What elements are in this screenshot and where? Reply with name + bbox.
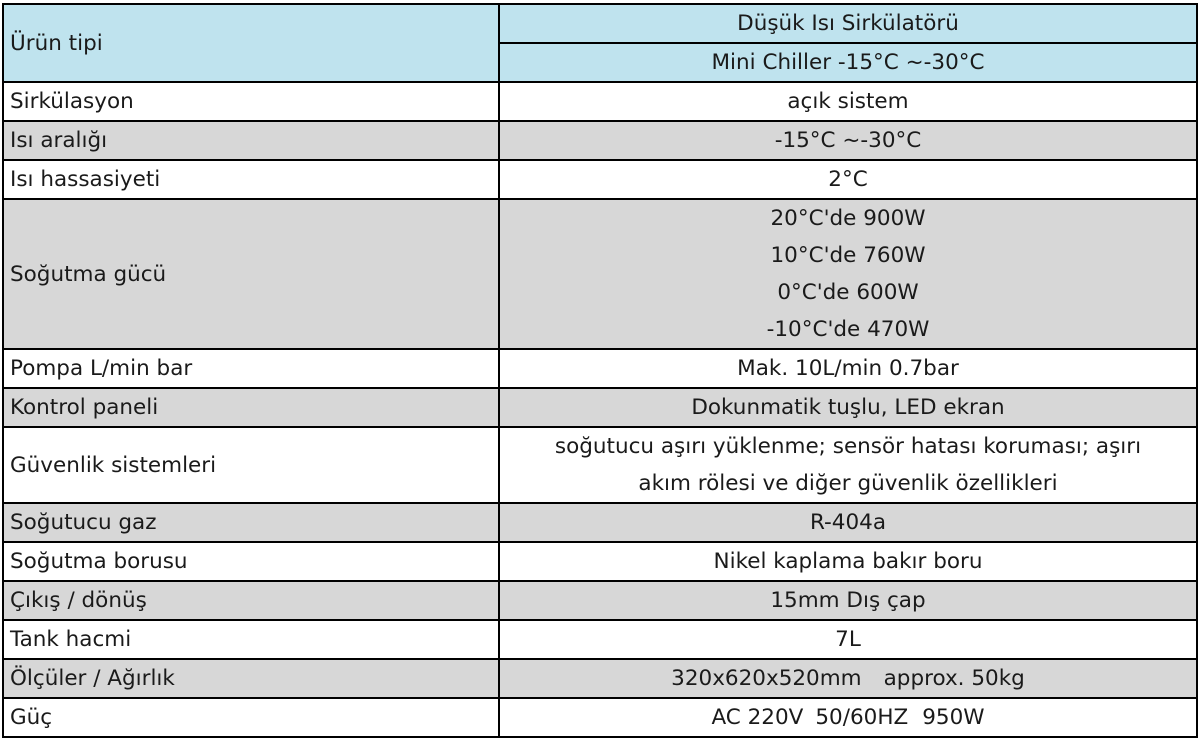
- value-part: 320x620x520mm: [671, 666, 862, 691]
- row-value: [499, 698, 1197, 737]
- row-value: Nikel kaplama bakır boru: [499, 542, 1197, 581]
- row-label: Isı aralığı: [3, 121, 499, 160]
- row-value: Dokunmatik tuşlu, LED ekran: [499, 388, 1197, 427]
- table-row: [3, 349, 1197, 388]
- value-line: -10°C'de 470W: [766, 317, 930, 342]
- value-part: 50/60HZ: [815, 705, 909, 730]
- table-row: [3, 82, 1197, 121]
- table-row: [3, 542, 1197, 581]
- value-line: soğutucu aşırı yüklenme; sensör hatası koruması; aşırı: [554, 434, 1142, 459]
- product-subtitle: Mini Chiller -15°C ~-30°C: [499, 43, 1197, 82]
- row-label: Soğutucu gaz: [3, 503, 499, 542]
- row-label: Isı hassasiyeti: [3, 160, 499, 199]
- row-value: -15°C ~-30°C: [499, 121, 1197, 160]
- row-value: 15mm Dış çap: [499, 581, 1197, 620]
- table-row: [3, 581, 1197, 620]
- value-line: akım rölesi ve diğer güvenlik özellikleri: [638, 471, 1058, 496]
- row-value: [499, 659, 1197, 698]
- row-value: [499, 199, 1197, 349]
- table-row: [3, 121, 1197, 160]
- row-label: Soğutma borusu: [3, 542, 499, 581]
- table-row: [3, 659, 1197, 698]
- row-label: Ölçüler / Ağırlık: [3, 659, 499, 698]
- table-row: [3, 427, 1197, 503]
- value-part: 950W: [922, 705, 985, 730]
- value-line: 10°C'de 760W: [770, 243, 926, 268]
- value-line: 0°C'de 600W: [777, 280, 919, 305]
- spec-table: [2, 3, 1198, 738]
- row-label: Kontrol paneli: [3, 388, 499, 427]
- table-row: [3, 620, 1197, 659]
- row-label: Tank hacmi: [3, 620, 499, 659]
- product-title: Düşük Isı Sirkülatörü: [499, 4, 1197, 43]
- value-part: approx. 50kg: [883, 666, 1025, 691]
- value-part: AC 220V: [711, 705, 804, 730]
- row-value: Mak. 10L/min 0.7bar: [499, 349, 1197, 388]
- product-type-label: Ürün tipi: [3, 4, 499, 82]
- row-value: 2°C: [499, 160, 1197, 199]
- table-row: [3, 698, 1197, 737]
- row-label: Soğutma gücü: [3, 199, 499, 349]
- table-row: [3, 199, 1197, 349]
- row-label: Sirkülasyon: [3, 82, 499, 121]
- table-row: [3, 388, 1197, 427]
- row-value: 7L: [499, 620, 1197, 659]
- table-row: [3, 503, 1197, 542]
- row-value: R-404a: [499, 503, 1197, 542]
- row-label: Güvenlik sistemleri: [3, 427, 499, 503]
- row-label: Çıkış / dönüş: [3, 581, 499, 620]
- header-row: [3, 4, 1197, 43]
- row-label: Pompa L/min bar: [3, 349, 499, 388]
- value-line: 20°C'de 900W: [770, 206, 926, 231]
- row-value: açık sistem: [499, 82, 1197, 121]
- table-row: [3, 160, 1197, 199]
- row-value: [499, 427, 1197, 503]
- row-label: Güç: [3, 698, 499, 737]
